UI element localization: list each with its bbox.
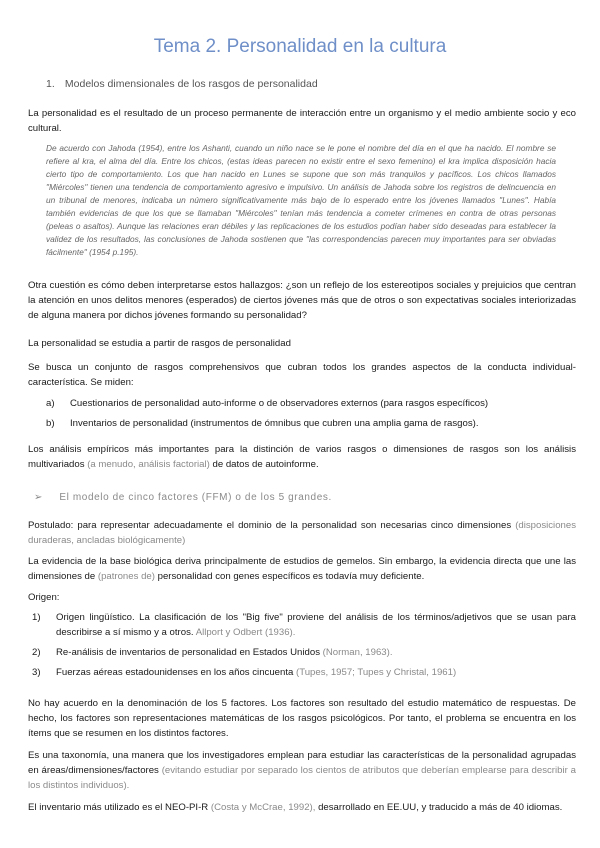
analysis-text: Los análisis empíricos más importantes para la distinción de varios rasgos o dimensiones de rasgos son los análisis multivariados xyxy=(28,444,576,470)
list-marker: 1) xyxy=(32,612,41,623)
origins-list xyxy=(32,610,576,685)
list-text: Fuerzas aéreas estadounidenses en los años cincuenta xyxy=(56,667,296,678)
neo-text-end: desarrollado en EE.UU, y traducido a más de 40 idiomas. xyxy=(315,802,563,813)
page-title: Tema 2. Personalidad en la cultura xyxy=(153,36,447,57)
evidencia-note: (patrones de) xyxy=(97,571,155,582)
list-text: Cuestionarios de personalidad auto-informe o de observadores externos (para rasgos específicos) xyxy=(70,398,489,409)
list-marker: a) xyxy=(46,398,55,409)
heading-traits: La personalidad se estudia a partir de rasgos de personalidad xyxy=(28,338,291,349)
analysis-text-end: de datos de autoinforme. xyxy=(209,459,319,470)
ffm-heading-text: El modelo de cinco factores (FFM) o de los 5 grandes. xyxy=(59,492,332,503)
list-text: Re-análisis de inventarios de personalidad en Estados Unidos xyxy=(56,647,323,658)
paragraph-postulado xyxy=(28,518,576,548)
list-text: Inventarios de personalidad (instrumentos de ómnibus que cubren una amplia gama de rasgos). xyxy=(70,418,479,429)
list-item xyxy=(32,645,576,660)
analysis-note: (a menudo, análisis factorial) xyxy=(87,459,210,470)
list-marker: b) xyxy=(46,418,55,429)
list-marker: 3) xyxy=(32,667,41,678)
postulado-note: (disposiciones duraderas, ancladas biológicamente) xyxy=(28,520,576,546)
list-citation: Allport y Odbert (1936). xyxy=(195,627,296,638)
paragraph-taxonomia xyxy=(28,748,576,793)
list-item xyxy=(32,610,576,640)
postulado-text: Postulado: para representar adecuadamente el dominio de la personalidad son necesarias cinco dimensiones xyxy=(28,520,516,531)
origen-label: Origen: xyxy=(28,592,60,603)
list-item xyxy=(46,416,576,431)
section-label: Modelos dimensionales de los rasgos de personalidad xyxy=(64,78,318,90)
neo-citation: (Costa y McCrae, 1992), xyxy=(210,802,316,813)
paragraph-neo xyxy=(28,800,576,815)
neo-text: El inventario más utilizado es el NEO-PI-R xyxy=(28,802,211,813)
evidencia-text: La evidencia de la base biológica deriva principalmente de estudios de gemelos. Sin embargo, la evidencia directa que une las dimensiones de xyxy=(28,556,576,582)
paragraph-no-acuerdo: No hay acuerdo en la denominación de los 5 factores. Los factores son resultado del estudio matemático de respuestas. De hecho, los factores son representaciones matemáticas de los rasgos psicológicos. Por tanto, el problema se encuentra en los ítems que se resumen en los distintos factores. xyxy=(28,698,576,739)
measures-list xyxy=(46,396,576,436)
arrow-bullet-icon: ➢ xyxy=(34,492,43,503)
ffm-heading xyxy=(34,492,582,503)
quote-jahoda: De acuerdo con Jahoda (1954), entre los Ashanti, cuando un niño nace se le pone el nombre del día en el que ha nacido. El nombre se refiere al kra, el alma del día. Entre los chicos, (estas ideas parecen no existir entre el sexo femenino) el kra implica disposición hacia cierto tipo de comportamiento. Los que han nacido en Lunes se supone que son más tranquilos y pacíficos. Los chicos llamados "Miércoles" tienen una tendencia de comportamiento agresivo e impulsivo. Un análisis de Jahoda sobre los registros de delincuencia en un tribunal de menores, indicaba un número significativamente más bajo de lo esperado entre los jóvenes llamados "Lunes". Había también evidencias de que los que se llamaban "Miércoles" tenían más tendencia a cometer crímenes en contra de otras personas (peleas o asaltos). Aunque las relaciones eran débiles y las replicaciones de los estudios podían haber sido deseadas para establecer la validez de los resultados, las conclusiones de Jahoda sostienen que "las correspondencias parecen muy importantes para ser obviadas fácilmente" (1954 p.195). xyxy=(46,143,556,257)
section-number: 1. xyxy=(46,78,55,90)
taxonomia-text: Es una taxonomía, una manera que los investigadores emplean para estudiar las características de la personalidad agrupadas en áreas/dimensiones/factores xyxy=(28,750,576,776)
list-item xyxy=(32,665,576,680)
evidencia-text-end: personalidad con genes específicos es todavía muy deficiente. xyxy=(154,571,425,582)
list-item xyxy=(46,396,576,411)
list-citation: (Norman, 1963). xyxy=(322,647,393,658)
list-marker: 2) xyxy=(32,647,41,658)
paragraph-traits: Se busca un conjunto de rasgos comprehensivos que cubran todos los grandes aspectos de la conducta individual-característica. Se miden: xyxy=(28,362,576,388)
list-text: Origen lingüístico. La clasificación de los "Big five" proviene del análisis de los términos/adjetivos que se usan para describirse a sí mismo y a otros. xyxy=(56,612,576,638)
paragraph-question: Otra cuestión es cómo deben interpretarse estos hallazgos: ¿son un reflejo de los estereotipos sociales y prejuicios que centran la atención en unos delitos menores (esperados) de ciertos jóvenes más que de otros o son expectativas sociales interiorizadas de alguna manera por dichos jóvenes formando su personalidad? xyxy=(28,280,576,321)
paragraph-evidencia xyxy=(28,554,576,584)
list-citation: (Tupes, 1957; Tupes y Christal, 1961) xyxy=(296,667,457,678)
taxonomia-note: (evitando estudiar por separado los cientos de atributos que deberían emplearse para describir a los distintos individuos). xyxy=(28,765,576,791)
paragraph-intro: La personalidad es el resultado de un proceso permanente de interacción entre un organismo y el medio ambiente socio y eco cultural. xyxy=(28,108,576,134)
section-heading xyxy=(46,78,594,90)
paragraph-analysis xyxy=(28,442,576,472)
